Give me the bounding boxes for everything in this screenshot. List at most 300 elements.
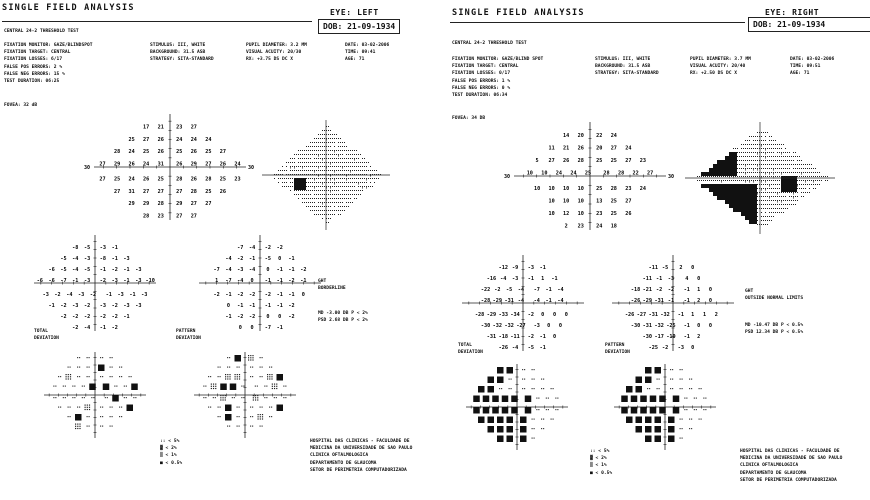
gray-dot <box>743 148 744 149</box>
grid-value: -1 <box>551 276 558 283</box>
gray-dot <box>763 220 764 221</box>
grid-value: 22 <box>632 170 639 177</box>
gray-dot <box>803 172 804 173</box>
gray-dot <box>771 180 772 181</box>
ght-block: GHT BORDERLINE <box>318 279 346 292</box>
gray-cell <box>733 192 737 196</box>
prob-dot <box>536 398 537 399</box>
gray-cell <box>745 212 749 216</box>
gray-dot <box>316 138 317 139</box>
grid-value: 26 <box>157 136 164 143</box>
prob-dot <box>258 414 259 415</box>
grid-value: -30 <box>642 334 653 341</box>
prob-dot <box>659 379 660 380</box>
gray-dot <box>338 202 339 203</box>
grid-value: 2 <box>679 265 683 272</box>
gray-cell <box>713 184 717 188</box>
gray-dot <box>316 206 317 207</box>
gray-dot <box>765 140 766 141</box>
gray-dot <box>763 224 764 225</box>
institution-footer: HOSPITAL DAS CLINICAS - FACULDADE DE MEDICINA DA UNIVERSIDADE DE SAO PAULO CLINICA OFTALMOLOGICA DEPARTAMENTO DE GLAUCOMA SETOR DE PERIMETRIA COMPUTADORIZADA <box>310 439 413 473</box>
gray-dot <box>745 160 746 161</box>
prob-dot <box>680 369 681 370</box>
gray-dot <box>334 150 335 151</box>
prob-dot <box>271 378 272 379</box>
gray-dot <box>771 196 772 197</box>
gray-dot <box>779 180 780 181</box>
gray-dot <box>320 190 321 191</box>
gray-dot <box>737 152 738 153</box>
prob-symbol-strong <box>220 384 227 391</box>
gray-dot <box>318 150 319 151</box>
prob-dot <box>84 397 85 398</box>
gray-dot <box>809 192 810 193</box>
gray-dot <box>346 178 347 179</box>
grid-value: 0 <box>250 278 254 285</box>
grid-value: 25 <box>610 210 617 217</box>
grid-value: -26 <box>498 345 508 352</box>
gray-dot <box>328 178 329 179</box>
gray-dot <box>294 166 295 167</box>
prob-dot <box>225 376 226 377</box>
gray-dot <box>781 156 782 157</box>
gray-dot <box>781 212 782 213</box>
prob-symbol-strong <box>488 417 495 424</box>
gray-dot <box>334 178 335 179</box>
gray-dot <box>328 134 329 135</box>
gray-dot <box>777 188 778 189</box>
grid-value: 28 <box>190 188 197 195</box>
gray-dot <box>328 222 329 223</box>
gray-dot <box>306 158 307 159</box>
gray-dot <box>809 176 810 177</box>
gray-dot <box>366 178 367 179</box>
gray-dot <box>757 153 758 154</box>
gray-dot <box>344 178 345 179</box>
gray-dot <box>743 156 744 157</box>
gray-dot <box>767 164 768 165</box>
gray-dot <box>737 164 738 165</box>
gray-cell <box>729 160 733 164</box>
gray-dot <box>737 180 738 181</box>
gray-cell <box>737 192 741 196</box>
gray-dot <box>791 200 792 201</box>
grid-value: 23 <box>157 213 164 220</box>
prob-dot <box>532 379 533 380</box>
gray-dot <box>346 179 347 180</box>
prob-dot <box>237 374 238 375</box>
gray-dot <box>310 170 311 171</box>
gray-dot <box>751 164 752 165</box>
gray-dot <box>767 208 768 209</box>
gray-cell <box>753 188 757 192</box>
grid-value: 31 <box>157 161 164 168</box>
gray-dot <box>332 178 333 179</box>
gray-dot <box>747 172 748 173</box>
grid-value: -25 <box>648 345 658 352</box>
gray-dot <box>813 172 814 173</box>
gray-dot <box>799 184 800 185</box>
grid-value: -5 <box>527 345 535 352</box>
gray-dot <box>793 192 794 193</box>
gray-dot <box>378 178 379 179</box>
gray-dot <box>797 168 798 169</box>
prob-dot <box>77 426 78 427</box>
gray-dot <box>757 188 758 189</box>
gray-dot <box>781 204 782 205</box>
gray-cell <box>753 204 757 208</box>
grid-value: 23 <box>639 157 647 164</box>
gray-dot <box>779 152 780 153</box>
grid-value: -1 <box>656 276 663 283</box>
gray-dot <box>344 162 345 163</box>
gray-dot <box>290 158 291 159</box>
prob-dot <box>87 357 88 358</box>
gray-dot <box>344 166 345 167</box>
gray-dot <box>348 162 349 163</box>
gray-dot <box>813 188 814 189</box>
gray-dot <box>771 148 772 149</box>
gray-cell <box>781 184 785 188</box>
gray-dot <box>328 218 329 219</box>
prob-dot <box>208 407 209 408</box>
gray-dot <box>761 172 762 173</box>
grid-value: 28 <box>577 157 584 164</box>
gray-dot <box>769 180 770 181</box>
prob-dot <box>79 357 80 358</box>
grid-value: 0 <box>278 314 282 321</box>
gray-dot <box>330 202 331 203</box>
gray-dot <box>372 170 373 171</box>
prob-dot <box>89 409 90 410</box>
prob-dot <box>689 379 690 380</box>
gray-dot <box>745 165 746 166</box>
grid-value: -7 <box>264 325 272 332</box>
gray-dot <box>358 182 359 183</box>
gray-dot <box>749 164 750 165</box>
grid-value: -4 <box>248 267 256 274</box>
gray-dot <box>348 178 349 179</box>
grid-value: 26 <box>625 210 632 217</box>
gray-dot <box>340 166 341 167</box>
gray-dot <box>292 170 293 171</box>
gray-dot <box>308 150 309 151</box>
prob-dot <box>87 367 88 368</box>
prob-symbol-strong <box>483 396 490 403</box>
gray-dot <box>316 178 317 179</box>
prob-dot <box>534 428 535 429</box>
grid-value: -4 <box>225 267 232 274</box>
gray-dot <box>332 166 333 167</box>
gray-dot <box>803 168 804 169</box>
gray-dot <box>324 158 325 159</box>
gray-dot <box>312 166 313 167</box>
gray-dot <box>777 192 778 193</box>
grid-value: -16 <box>486 276 497 283</box>
prob-symbol-strong <box>640 407 647 414</box>
grid-value: 24 <box>234 161 241 168</box>
gray-dot <box>322 178 323 179</box>
gray-dot <box>761 156 762 157</box>
gray-dot <box>807 180 808 181</box>
gray-dot <box>777 148 778 149</box>
grid-value: 25 <box>205 188 212 195</box>
gray-dot <box>765 192 766 193</box>
gray-dot <box>771 160 772 161</box>
prob-dot <box>255 397 256 398</box>
gray-dot <box>807 168 808 169</box>
gray-dot <box>330 206 331 207</box>
gray-dot <box>747 152 748 153</box>
gray-dot <box>302 167 303 168</box>
gray-cell <box>749 184 753 188</box>
gray-dot <box>751 152 752 153</box>
prob-dot <box>255 386 256 387</box>
gray-dot <box>795 196 796 197</box>
gray-dot <box>350 150 351 151</box>
gray-dot <box>318 194 319 195</box>
gray-dot <box>314 202 315 203</box>
gray-cell <box>729 192 733 196</box>
gray-dot <box>318 146 319 147</box>
gray-dot <box>302 198 303 199</box>
gray-dot <box>358 190 359 191</box>
prob-dot <box>102 376 103 377</box>
gray-dot <box>306 190 307 191</box>
prob-dot <box>672 379 673 380</box>
gray-cell <box>721 168 725 172</box>
gray-dot <box>304 158 305 159</box>
gray-dot <box>809 172 810 173</box>
prob-symbol-strong <box>488 377 495 384</box>
prob-dot <box>237 378 238 379</box>
prob-symbol-strong <box>488 426 495 433</box>
gray-cell <box>733 204 737 208</box>
gray-dot <box>330 150 331 151</box>
gray-dot <box>346 162 347 163</box>
grid-value: 10 <box>541 170 548 177</box>
grid-value: -18 <box>630 287 641 294</box>
prob-dot <box>66 376 67 377</box>
gray-dot <box>771 184 772 185</box>
prob-dot <box>682 438 683 439</box>
gray-cell <box>749 200 753 204</box>
gray-dot <box>300 162 301 163</box>
gray-cell <box>745 188 749 192</box>
gray-dot <box>781 172 782 173</box>
gray-cell <box>717 172 721 176</box>
grid-value: 0 <box>226 303 231 310</box>
grid-value: -29 <box>642 298 653 305</box>
prob-dot <box>215 388 216 389</box>
grid-value: 0 <box>697 323 701 330</box>
gray-dot <box>322 203 323 204</box>
gray-cell <box>302 178 306 182</box>
gray-dot <box>338 138 339 139</box>
gray-cell <box>741 196 745 200</box>
gray-dot <box>328 150 329 151</box>
gray-dot <box>346 194 347 195</box>
gray-dot <box>775 196 776 197</box>
left-eye-report <box>0 0 430 500</box>
gray-dot <box>360 170 361 171</box>
gray-dot <box>322 182 323 183</box>
prob-symbol-strong <box>520 436 527 443</box>
gray-dot <box>358 162 359 163</box>
prob-dot <box>266 397 267 398</box>
gray-dot <box>334 146 335 147</box>
prob-dot <box>703 409 704 410</box>
grid-value: 28 <box>610 185 617 192</box>
prob-symbol-strong <box>668 426 675 433</box>
prob-dot <box>215 397 216 398</box>
gray-dot <box>334 182 335 183</box>
prob-dot <box>68 374 69 375</box>
gray-dot <box>769 212 770 213</box>
prob-dot <box>536 409 537 410</box>
prob-symbol-strong <box>525 407 532 414</box>
grid-value: 29 <box>176 201 183 208</box>
md-value: MD -3.00 DB P < 2% <box>318 311 368 316</box>
gray-dot <box>767 144 768 145</box>
total-deviation-probability-plot <box>462 362 572 452</box>
grid-value: -2 <box>656 287 663 294</box>
gray-dot <box>781 152 782 153</box>
gray-dot <box>342 190 343 191</box>
gray-dot <box>763 188 764 189</box>
gray-dot <box>773 192 774 193</box>
gray-cell <box>733 196 737 200</box>
gray-cell <box>729 168 733 172</box>
prob-dot <box>680 379 681 380</box>
gray-dot <box>350 182 351 183</box>
gray-cell <box>721 188 725 192</box>
grid-value: -2 <box>264 292 272 299</box>
pattern-deviation-map <box>608 253 738 353</box>
prob-symbol-strong <box>668 417 675 424</box>
prob-dot <box>68 367 69 368</box>
grid-value: -5 <box>661 265 669 272</box>
prob-symbol-strong <box>645 417 652 424</box>
gray-dot <box>787 164 788 165</box>
prob-dot <box>102 407 103 408</box>
gray-dot <box>819 172 820 173</box>
gray-dot <box>358 178 359 179</box>
prob-dot <box>102 426 103 427</box>
prob-dot <box>100 357 101 358</box>
gray-dot <box>769 188 770 189</box>
gray-cell <box>733 200 737 204</box>
gray-dot <box>773 196 774 197</box>
gray-dot <box>334 214 335 215</box>
gray-dot <box>767 188 768 189</box>
prob-dot <box>546 398 547 399</box>
gray-dot <box>318 158 319 159</box>
grid-value: -1 <box>276 292 283 299</box>
gray-dot <box>699 180 700 181</box>
gray-dot <box>320 170 321 171</box>
gray-dot <box>312 190 313 191</box>
gray-dot <box>777 201 778 202</box>
grid-value: -6 <box>48 278 55 285</box>
gray-dot <box>338 142 339 143</box>
prob-symbol-strong <box>225 405 232 412</box>
gray-dot <box>751 168 752 169</box>
gray-dot <box>308 186 309 187</box>
grid-value: -3 <box>123 256 130 263</box>
gray-dot <box>344 170 345 171</box>
gray-dot <box>773 160 774 161</box>
prob-dot <box>262 414 263 415</box>
grid-value: -32 <box>660 312 670 319</box>
gray-dot <box>296 194 297 195</box>
gray-dot <box>731 176 732 177</box>
prob-dot <box>121 367 122 368</box>
gray-dot <box>292 178 293 179</box>
gray-dot <box>753 180 754 181</box>
prob-dot <box>680 438 681 439</box>
gray-cell <box>701 184 705 188</box>
gray-dot <box>769 173 770 174</box>
gray-dot <box>338 194 339 195</box>
gray-dot <box>757 156 758 157</box>
gray-dot <box>761 220 762 221</box>
prob-dot <box>538 409 539 410</box>
gray-dot <box>755 164 756 165</box>
gray-dot <box>797 164 798 165</box>
gray-dot <box>336 210 337 211</box>
gray-dot <box>769 216 770 217</box>
gray-dot <box>775 160 776 161</box>
prob-dot <box>72 386 73 387</box>
gray-dot <box>352 194 353 195</box>
gray-dot <box>298 170 299 171</box>
grid-value: -3 <box>141 292 148 299</box>
gray-dot <box>807 172 808 173</box>
prob-dot <box>262 416 263 417</box>
prob-dot <box>689 428 690 429</box>
prob-dot <box>222 395 223 396</box>
gray-dot <box>763 184 764 185</box>
grid-value: 27 <box>205 201 212 208</box>
prob-dot <box>110 407 111 408</box>
prob-dot <box>129 376 130 377</box>
gray-dot <box>811 180 812 181</box>
gray-dot <box>310 162 311 163</box>
gray-dot <box>290 178 291 179</box>
gray-cell <box>709 188 713 192</box>
pattern-deviation-label: PATTERN DEVIATION <box>605 343 630 356</box>
gray-cell <box>713 168 717 172</box>
grid-value: 1 <box>702 312 707 319</box>
gray-dot <box>813 180 814 181</box>
gray-dot <box>755 176 756 177</box>
gray-dot <box>767 176 768 177</box>
gray-dot <box>304 154 305 155</box>
gray-dot <box>745 144 746 145</box>
gray-dot <box>781 148 782 149</box>
gray-dot <box>292 166 293 167</box>
prob-dot <box>79 367 80 368</box>
gray-dot <box>316 154 317 155</box>
gray-dot <box>765 184 766 185</box>
gray-dot <box>751 172 752 173</box>
fovea-value: FOVEA: 32 dB <box>4 103 38 108</box>
gray-cell <box>709 172 713 176</box>
prob-dot <box>210 407 211 408</box>
prob-dot <box>285 386 286 387</box>
gray-dot <box>298 190 299 191</box>
